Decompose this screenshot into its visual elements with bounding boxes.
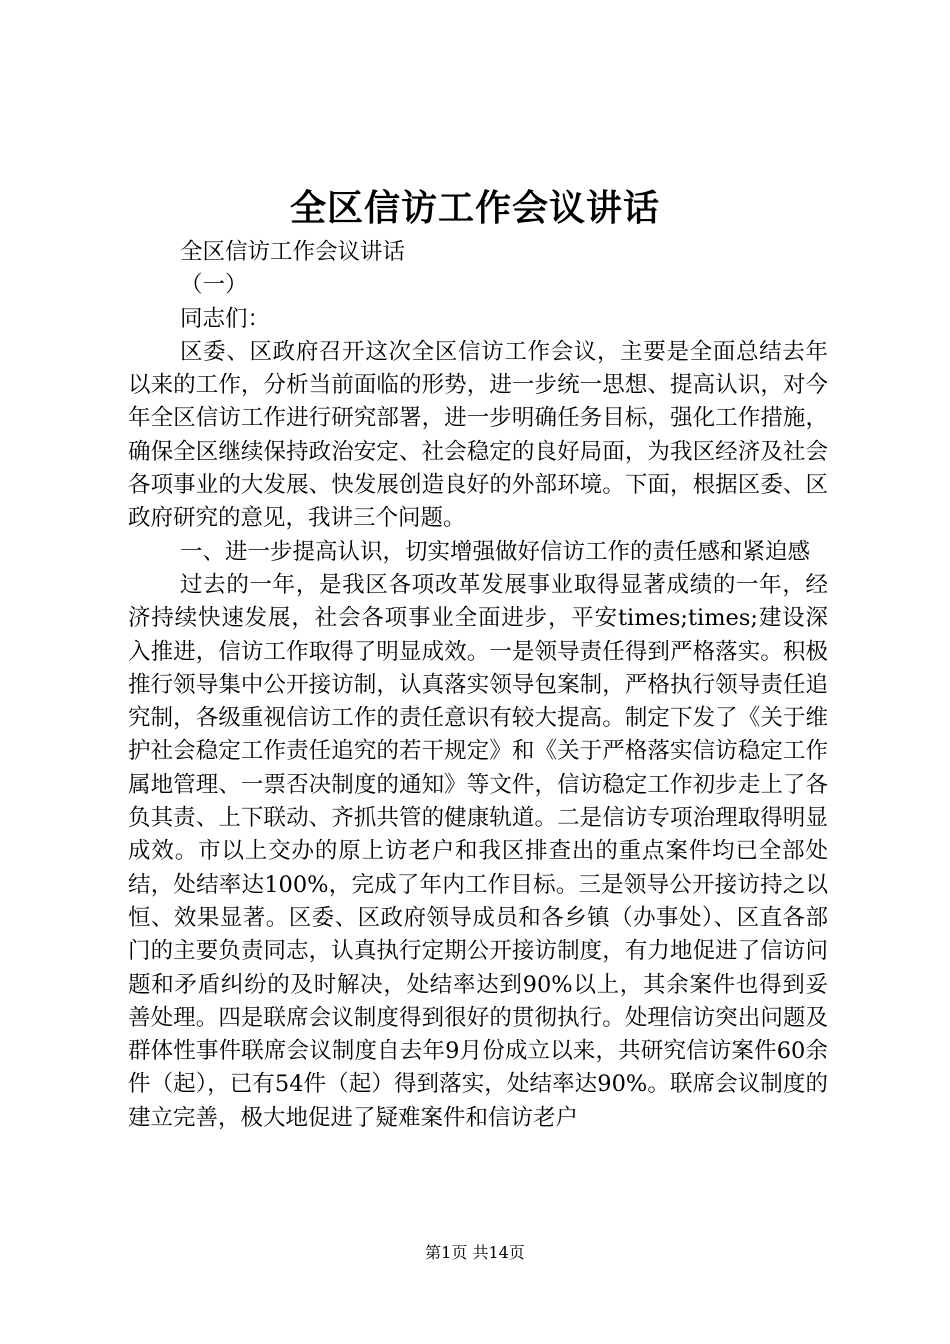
paragraph-review: 过去的一年，是我区各项改革发展事业取得显著成绩的一年，经济持续快速发展，社会各项事业全面进步，平安times;times;建设深入推进，信访工作取得了明显成效。一是领导责任得到严格落实。积极推行领导集中公开接访制，认真落实领导包案制，严格执行领导责任追究制，各级重视信访工作的责任意识有较大提高。制定下发了《关于维护社会稳定工作责任追究的若干规定》和《关于严格落实信访稳定工作属地管理、一票否决制度的通知》等文件，信访稳定工作初步走上了各负其责、上下联动、齐抓共管的健康轨道。二是信访专项治理取得明显成效。市以上交办的原上访老户和我区排查出的重点案件均已全部处结，处结率达100%，完成了年内工作目标。三是领导公开接访持之以恒、效果显著。区委、区政府领导成员和各乡镇（办事处）、区直各部门的主要负责同志，认真执行定期公开接访制度，有力地促进了信访问题和矛盾纠纷的及时解决，处结率达到90%以上，其余案件也得到妥善处理。四是联席会议制度得到很好的贯彻执行。处理信访突出问题及群体性事件联席会议制度自去年9月份成立以来，共研究信访案件60余件（起），已有54件（起）得到落实，处结率达90%。联席会议制度的建立完善，极大地促进了疑难案件和信访老户 [128, 571, 828, 1131]
paragraph-salutation: 同志们： [180, 305, 271, 332]
paragraph-heading-one: 一、进一步提高认识，切实增强做好信访工作的责任感和紧迫感 [180, 538, 811, 565]
document-body [128, 208, 828, 1135]
document-title: 全区信访工作会议讲话 [289, 187, 660, 229]
paragraph-section-number: （一） [180, 272, 248, 299]
paragraph-subtitle: 全区信访工作会议讲话 [180, 239, 406, 265]
page-footer: 第1页 共14页 [425, 1243, 525, 1262]
paragraph-intro: 区委、区政府召开这次全区信访工作会议，主要是全面总结去年以来的工作，分析当前面临的形势，进一步统一思想、提高认识，对今年全区信访工作进行研究部署，进一步明确任务目标，强化工作措施，确保全区继续保持政治安定、社会稳定的良好局面，为我区经济及社会各项事业的大发展、快发展创造良好的外部环境。下面，根据区委、区政府研究的意见，我讲三个问题。 [128, 338, 828, 532]
